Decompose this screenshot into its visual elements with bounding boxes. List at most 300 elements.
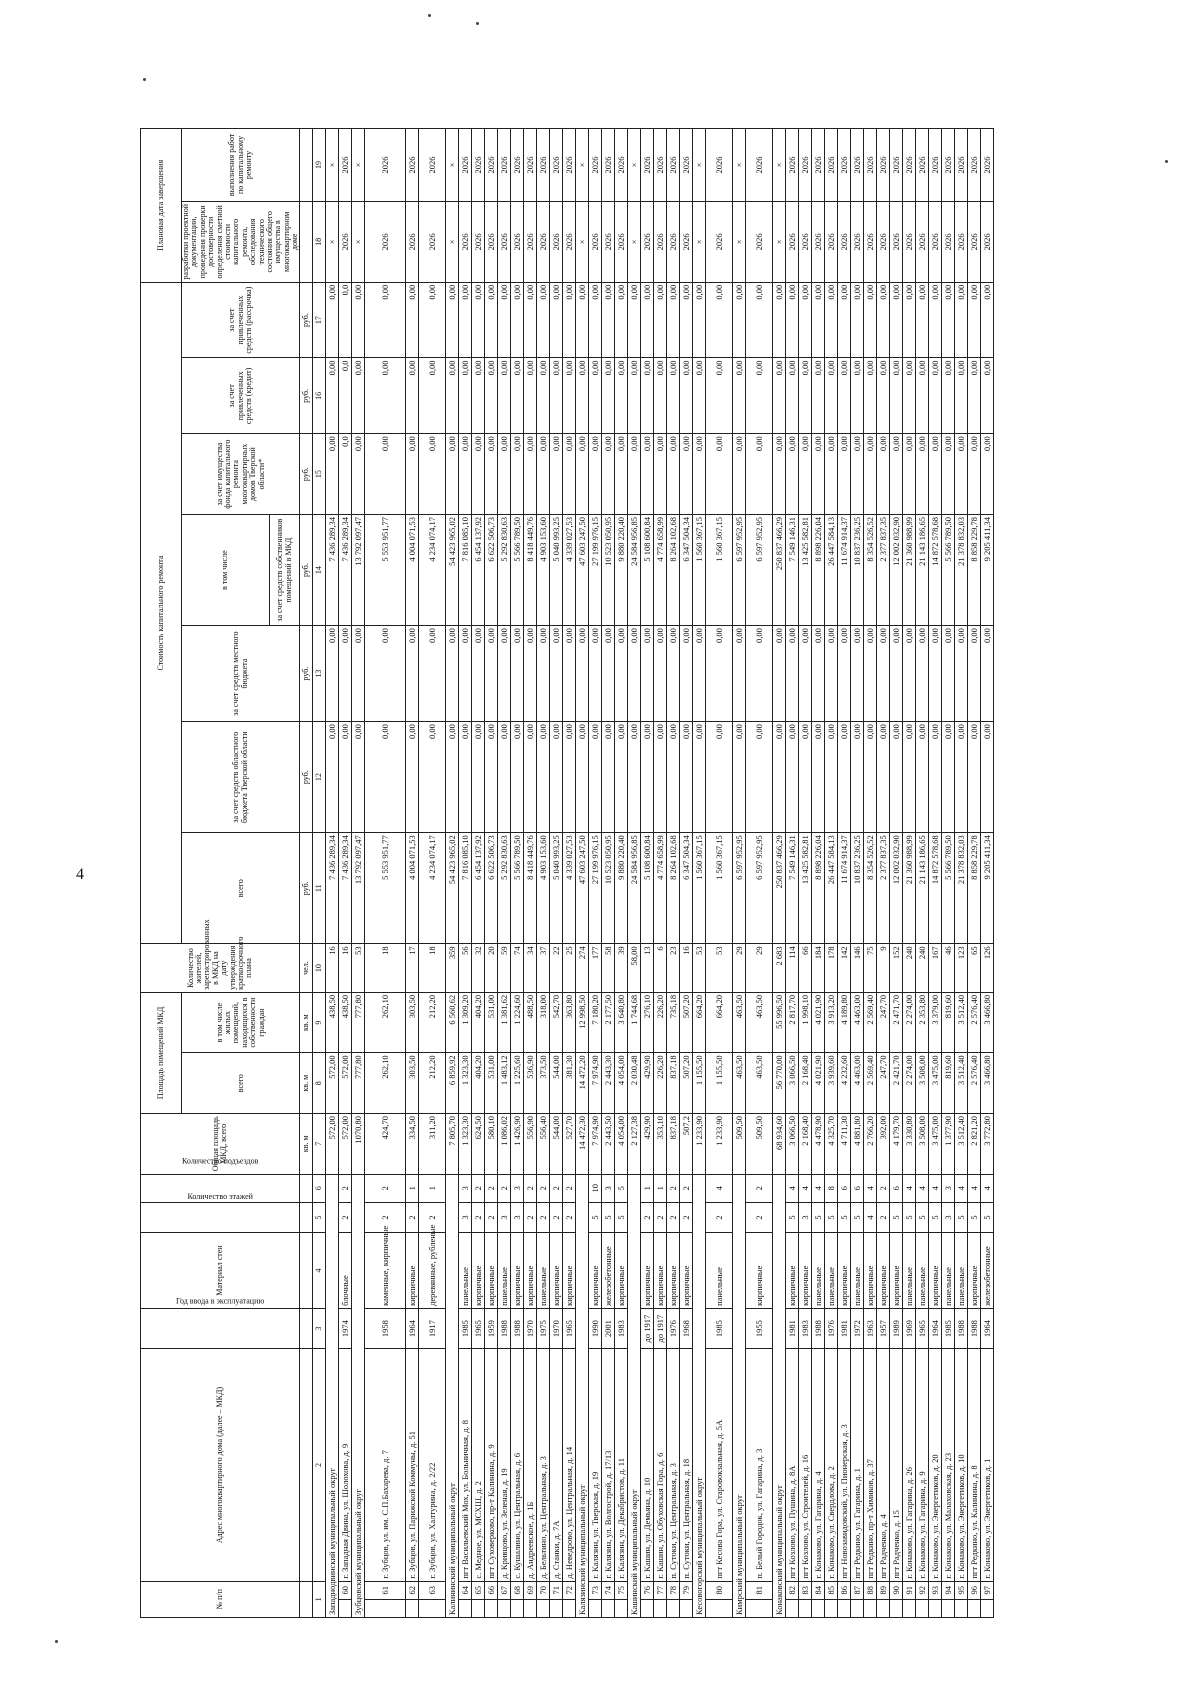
row-cost: 1 560 367,15: [693, 833, 706, 944]
row-own: 1 560 367,15: [693, 515, 706, 626]
row-mark: [903, 1599, 916, 1617]
row-date-works: ×: [773, 129, 786, 202]
row-inst: 0,00: [419, 282, 446, 358]
column-number: 18: [313, 201, 326, 282]
row-res: 167: [929, 944, 942, 992]
table-row: [485, 129, 498, 1618]
row-walls: кирпичные: [864, 1233, 877, 1309]
row-year: 1957: [877, 1308, 890, 1348]
row-address: пгт Радченко, д. 4: [877, 1349, 890, 1581]
row-floors: 5: [916, 1202, 929, 1232]
column-number: 19: [313, 129, 326, 202]
row-reg: 0,00: [786, 722, 799, 833]
row-inst: 0,00: [589, 282, 602, 358]
row-number: 88: [864, 1581, 877, 1599]
row-number: 87: [851, 1581, 864, 1599]
row-mark: [419, 1599, 446, 1617]
row-own: 1 560 367,15: [706, 515, 733, 626]
row-address: пгт Козлово, ул. Строителей, д. 16: [799, 1349, 812, 1581]
row-date-works: ×: [352, 129, 365, 202]
row-fund: 0,00: [459, 434, 472, 515]
row-inst: 0,00: [929, 282, 942, 358]
row-floors: 2: [746, 1202, 773, 1232]
row-fund: 0,00: [511, 434, 524, 515]
row-loc: 0,00: [550, 626, 563, 722]
row-address: п. Сутоки, ул. Центральная, д. 3: [667, 1349, 680, 1581]
row-year: 1985: [706, 1308, 733, 1348]
row-area-all: 3 466,80: [981, 1053, 994, 1114]
row-date-design: ×: [352, 201, 365, 282]
row-date-works: 2026: [799, 129, 812, 202]
row-cost: 21 143 186,65: [916, 833, 929, 944]
row-res: 9: [877, 944, 890, 992]
row-date-works: 2026: [498, 129, 511, 202]
row-date-works: 2026: [602, 129, 615, 202]
row-number: 67: [498, 1581, 511, 1599]
row-area-total: 509,50: [733, 1114, 746, 1175]
row-inst: 0,00: [576, 282, 589, 358]
row-res: 56: [459, 944, 472, 992]
row-area-total: 424,70: [365, 1114, 406, 1175]
row-cost: 4 234 074,17: [419, 833, 446, 944]
row-floors: 5: [786, 1202, 799, 1232]
row-cost: 5 566 789,50: [942, 833, 955, 944]
rotated-table-frame: [140, 128, 1090, 1618]
row-cost: 9 880 220,40: [615, 833, 628, 944]
row-date-design: ×: [576, 201, 589, 282]
row-cost: 8 264 102,68: [667, 833, 680, 944]
row-res: 32: [472, 944, 485, 992]
row-area-total: 7 974,90: [589, 1114, 602, 1175]
row-date-design: 2026: [550, 201, 563, 282]
row-fund: 0,00: [877, 434, 890, 515]
row-cred: 0,00: [955, 358, 968, 434]
group-label: Конаковский муниципальный округ: [773, 1174, 786, 1617]
row-fund: 0,00: [550, 434, 563, 515]
row-year: 1981: [786, 1308, 799, 1348]
table-row: [903, 129, 916, 1618]
row-own: 7 549 146,31: [786, 515, 799, 626]
row-area-all: 429,90: [641, 1053, 654, 1114]
row-loc: 0,00: [786, 626, 799, 722]
row-reg: 0,00: [365, 722, 406, 833]
row-date-works: 2026: [550, 129, 563, 202]
row-own: 21 378 832,03: [955, 515, 968, 626]
row-area-priv: 4 189,80: [838, 992, 851, 1053]
row-entrances: 3: [942, 1174, 955, 1202]
row-fund: 0,00: [799, 434, 812, 515]
row-cred: 0,00: [733, 358, 746, 434]
row-number: 95: [955, 1581, 968, 1599]
unit-label: кв. м: [300, 1053, 313, 1114]
row-inst: 0,00: [706, 282, 733, 358]
row-mark: [825, 1599, 838, 1617]
row-cred: 0,00: [890, 358, 903, 434]
row-cred: 0,00: [654, 358, 667, 434]
table-row: [365, 129, 406, 1618]
row-loc: 0,00: [498, 626, 511, 722]
row-cost: 10 837 236,25: [851, 833, 864, 944]
row-inst: 0,00: [524, 282, 537, 358]
row-date-design: ×: [326, 201, 339, 282]
row-res: 59: [498, 944, 511, 992]
row-year: 1975: [537, 1308, 550, 1348]
row-area-total: 1 233,90: [693, 1114, 706, 1175]
row-area-total: 572,00: [326, 1114, 339, 1175]
row-area-all: 56 770,00: [773, 1053, 786, 1114]
row-res: 16: [680, 944, 693, 992]
row-fund: 0,00: [524, 434, 537, 515]
row-own: 7 816 085,10: [459, 515, 472, 626]
row-mark: [406, 1599, 419, 1617]
row-res: 18: [365, 944, 406, 992]
row-walls: кирпичные: [667, 1233, 680, 1309]
row-inst: 0,00: [615, 282, 628, 358]
row-cost: 21 360 988,99: [903, 833, 916, 944]
row-loc: 0,00: [459, 626, 472, 722]
row-area-all: 404,20: [472, 1053, 485, 1114]
row-area-total: 3 772,80: [981, 1114, 994, 1175]
row-date-design: 2026: [786, 201, 799, 282]
row-reg: 0,00: [942, 722, 955, 833]
header-dates-group: Плановая дата завершения: [141, 129, 182, 283]
row-loc: 0,00: [615, 626, 628, 722]
row-area-priv: 226,20: [654, 992, 667, 1053]
row-entrances: 2: [550, 1174, 563, 1202]
row-area-all: 262,10: [365, 1053, 406, 1114]
row-entrances: 6: [838, 1174, 851, 1202]
row-cost: 8 858 229,78: [968, 833, 981, 944]
row-cred: 0,00: [406, 358, 419, 434]
header-cost-owners: за счет средств собственников помещений в МКД: [270, 515, 300, 626]
row-mark: [459, 1599, 472, 1617]
row-floors: 5: [955, 1202, 968, 1232]
row-cost: 4 339 027,53: [563, 833, 576, 944]
row-floors: 5: [812, 1202, 825, 1232]
unit-label: кв. м: [300, 1114, 313, 1175]
column-number: 11: [313, 833, 326, 944]
group-row: [693, 129, 706, 1618]
row-date-design: ×: [446, 201, 459, 282]
row-entrances: 4: [799, 1174, 812, 1202]
row-mark: [654, 1599, 667, 1617]
row-date-design: 2026: [825, 201, 838, 282]
row-date-works: 2026: [406, 129, 419, 202]
row-inst: 0,00: [746, 282, 773, 358]
header-cost-group: Стоимость капитального ремонта: [141, 282, 182, 944]
unit-label: руб.: [300, 626, 313, 722]
row-area-total: 572,00: [339, 1114, 352, 1175]
row-area-priv: 3 379,00: [929, 992, 942, 1053]
row-loc: 0,00: [799, 626, 812, 722]
table-row: [406, 129, 419, 1618]
row-date-works: 2026: [485, 129, 498, 202]
row-area-priv: 1 224,60: [511, 992, 524, 1053]
row-area-all: 4 232,60: [838, 1053, 851, 1114]
page-number: 4: [76, 866, 84, 883]
row-res: 13: [641, 944, 654, 992]
row-fund: 0,00: [968, 434, 981, 515]
row-res: 53: [706, 944, 733, 992]
row-area-all: 4 054,00: [615, 1053, 628, 1114]
row-reg: 0,00: [929, 722, 942, 833]
row-inst: 0,00: [446, 282, 459, 358]
row-own: 8 354 526,52: [864, 515, 877, 626]
row-area-total: 4 054,00: [615, 1114, 628, 1175]
row-res: 17: [406, 944, 419, 992]
row-area-total: 4 478,90: [812, 1114, 825, 1175]
row-area-total: 392,00: [877, 1114, 890, 1175]
row-fund: 0,00: [812, 434, 825, 515]
row-area-all: 544,00: [550, 1053, 563, 1114]
row-address: д. Неведрово, ул. Центральная, д. 14: [563, 1349, 576, 1581]
row-address: г. Калязин, ул. Декабристов, д. 11: [615, 1349, 628, 1581]
row-loc: 0,00: [537, 626, 550, 722]
row-area-total: 353,10: [654, 1114, 667, 1175]
table-row: [799, 129, 812, 1618]
row-cost: 26 447 584,13: [825, 833, 838, 944]
row-entrances: 6: [890, 1174, 903, 1202]
group-label: Кашинский муниципальный округ: [628, 1174, 641, 1617]
row-inst: 0,00: [498, 282, 511, 358]
header-year: Год ввода в эксплуатацию: [141, 1308, 300, 1348]
row-mark: [864, 1599, 877, 1617]
row-walls: панельные: [851, 1233, 864, 1309]
row-area-priv: 438,50: [339, 992, 352, 1053]
row-number: 97: [981, 1581, 994, 1599]
row-reg: 0,00: [537, 722, 550, 833]
row-own: 10 523 050,95: [602, 515, 615, 626]
row-floors: 2: [339, 1202, 352, 1232]
row-year: до 1917: [654, 1308, 667, 1348]
row-own: 250 837 466,29: [773, 515, 786, 626]
row-address: г. Конаково, ул. Энергетиков, д. 10: [955, 1349, 968, 1581]
row-area-priv: 664,20: [693, 992, 706, 1053]
row-reg: 0,00: [602, 722, 615, 833]
row-fund: 0,00: [472, 434, 485, 515]
row-cost: 250 837 466,29: [773, 833, 786, 944]
row-inst: 0,00: [773, 282, 786, 358]
row-loc: 0,00: [485, 626, 498, 722]
row-area-all: 2 168,40: [799, 1053, 812, 1114]
row-reg: 0,00: [877, 722, 890, 833]
header-area-group: Площадь помещений МКД: [141, 992, 182, 1113]
row-res: 25: [563, 944, 576, 992]
row-mark: [550, 1599, 563, 1617]
column-number-row: [313, 129, 326, 1618]
row-reg: 0,00: [916, 722, 929, 833]
row-own: 6 597 952,95: [746, 515, 773, 626]
row-loc: 0,00: [667, 626, 680, 722]
row-res: 114: [786, 944, 799, 992]
row-fund: 0,00: [773, 434, 786, 515]
row-own: 9 880 220,40: [615, 515, 628, 626]
row-reg: 0,00: [628, 722, 641, 833]
row-date-design: 2026: [746, 201, 773, 282]
row-number: 83: [799, 1581, 812, 1599]
row-date-works: 2026: [589, 129, 602, 202]
row-date-works: 2026: [654, 129, 667, 202]
row-fund: 0,00: [602, 434, 615, 515]
row-cost: 5 553 951,77: [365, 833, 406, 944]
row-cost: 21 378 832,03: [955, 833, 968, 944]
row-entrances: 4: [968, 1174, 981, 1202]
row-cred: 0,00: [641, 358, 654, 434]
row-entrances: 2: [537, 1174, 550, 1202]
row-date-works: 2026: [942, 129, 955, 202]
row-walls: кирпичные: [641, 1233, 654, 1309]
row-res: 18: [419, 944, 446, 992]
row-entrances: 4: [812, 1174, 825, 1202]
header-floors: Количество этажей: [141, 1202, 300, 1232]
row-area-priv: 819,60: [942, 992, 955, 1053]
column-number: 1: [313, 1581, 326, 1617]
row-area-total: 4 711,30: [838, 1114, 851, 1175]
row-date-works: 2026: [955, 129, 968, 202]
row-own: 5 566 789,50: [511, 515, 524, 626]
row-floors: 3: [942, 1202, 955, 1232]
row-area-total: 14 472,30: [576, 1114, 589, 1175]
row-res: 123: [955, 944, 968, 992]
row-address: пгт Редкино, пр-т Химиков, д. 37: [864, 1349, 877, 1581]
row-loc: 0,00: [628, 626, 641, 722]
row-fund: 0,00: [864, 434, 877, 515]
row-date-design: 2026: [511, 201, 524, 282]
row-entrances: 2: [365, 1174, 406, 1202]
row-address: пгт Редкино, ул. Гагарина, д. 1: [851, 1349, 864, 1581]
row-year: 1959: [485, 1308, 498, 1348]
row-area-all: 507,20: [680, 1053, 693, 1114]
row-date-design: 2026: [812, 201, 825, 282]
row-loc: 0,00: [693, 626, 706, 722]
row-mark: [472, 1599, 485, 1617]
row-area-priv: 276,10: [641, 992, 654, 1053]
unit-label: руб.: [300, 515, 313, 626]
row-loc: 0,00: [352, 626, 365, 722]
row-date-design: ×: [773, 201, 786, 282]
row-area-priv: 507,20: [680, 992, 693, 1053]
row-area-total: 556,40: [537, 1114, 550, 1175]
row-cred: 0,00: [916, 358, 929, 434]
row-inst: 0,00: [916, 282, 929, 358]
row-inst: 0,00: [786, 282, 799, 358]
row-area-priv: 2 569,40: [864, 992, 877, 1053]
row-cred: 0,00: [524, 358, 537, 434]
row-reg: 0,00: [968, 722, 981, 833]
row-mark: [524, 1599, 537, 1617]
row-fund: 0,00: [641, 434, 654, 515]
row-mark: [485, 1599, 498, 1617]
row-cost: 6 622 506,73: [485, 833, 498, 944]
row-inst: 0,00: [352, 282, 365, 358]
row-mark: [667, 1599, 680, 1617]
row-cost: 47 603 247,50: [576, 833, 589, 944]
row-cred: 0,00: [589, 358, 602, 434]
row-walls: кирпичные: [877, 1233, 890, 1309]
row-loc: 0,00: [812, 626, 825, 722]
row-number: 86: [838, 1581, 851, 1599]
row-year: до 1917: [641, 1308, 654, 1348]
row-area-all: 2 576,40: [968, 1053, 981, 1114]
row-walls: кирпичные: [472, 1233, 485, 1309]
row-inst: 0,00: [733, 282, 746, 358]
row-date-design: 2026: [799, 201, 812, 282]
row-own: 13 425 582,81: [799, 515, 812, 626]
row-floors: 3: [511, 1202, 524, 1232]
row-walls: панельные: [706, 1233, 733, 1309]
row-date-works: 2026: [667, 129, 680, 202]
row-reg: 0,00: [693, 722, 706, 833]
row-date-works: 2026: [339, 129, 352, 202]
row-area-all: 1 323,30: [459, 1053, 472, 1114]
row-loc: 0,00: [576, 626, 589, 722]
row-own: 12 002 032,90: [890, 515, 903, 626]
row-res: 20: [485, 944, 498, 992]
row-date-design: 2026: [615, 201, 628, 282]
table-row: [654, 129, 667, 1618]
row-area-priv: 2 576,40: [968, 992, 981, 1053]
row-area-priv: 1 744,68: [628, 992, 641, 1053]
row-reg: 0,00: [706, 722, 733, 833]
row-own: 24 584 956,85: [628, 515, 641, 626]
row-cred: 0,00: [550, 358, 563, 434]
row-date-works: 2026: [890, 129, 903, 202]
unit-label: руб.: [300, 282, 313, 358]
row-number: 60: [339, 1581, 352, 1599]
row-reg: 0,00: [746, 722, 773, 833]
row-year: 1970: [524, 1308, 537, 1348]
row-floors: 2: [563, 1202, 576, 1232]
row-year: 1963: [864, 1308, 877, 1348]
row-cred: 0,00: [968, 358, 981, 434]
row-reg: 0,00: [733, 722, 746, 833]
group-label: Кимрский муниципальный округ: [733, 1174, 746, 1617]
row-res: 53: [352, 944, 365, 992]
scan-speck: [1165, 160, 1168, 163]
row-cred: 0,00: [576, 358, 589, 434]
header-cost-credit: за счет привлеченных средств (кредит): [182, 358, 300, 434]
row-loc: 0,00: [981, 626, 994, 722]
row-area-priv: 318,00: [537, 992, 550, 1053]
row-number: 90: [890, 1581, 903, 1599]
row-cred: 0,00: [537, 358, 550, 434]
row-area-priv: 55 996,50: [773, 992, 786, 1053]
row-number: 84: [812, 1581, 825, 1599]
row-cred: 0,00: [877, 358, 890, 434]
unit-label: руб.: [300, 722, 313, 833]
row-own: 5 040 993,25: [550, 515, 563, 626]
row-year: 1983: [799, 1308, 812, 1348]
row-number: 78: [667, 1581, 680, 1599]
row-date-works: 2026: [563, 129, 576, 202]
row-area-total: 2 821,20: [968, 1114, 981, 1175]
row-fund: 0,00: [654, 434, 667, 515]
unit-label: руб.: [300, 833, 313, 944]
row-fund: 0,00: [706, 434, 733, 515]
row-date-works: 2026: [968, 129, 981, 202]
row-floors: 2: [680, 1202, 693, 1232]
row-reg: 0,00: [459, 722, 472, 833]
row-area-total: 1 323,30: [459, 1114, 472, 1175]
row-fund: 0,00: [406, 434, 419, 515]
row-year: 1964: [929, 1308, 942, 1348]
row-number: 77: [654, 1581, 667, 1599]
row-entrances: 10: [589, 1174, 602, 1202]
row-res: 58,00: [628, 944, 641, 992]
row-cost: 11 674 914,37: [838, 833, 851, 944]
row-date-works: 2026: [746, 129, 773, 202]
row-area-priv: 212,20: [419, 992, 446, 1053]
